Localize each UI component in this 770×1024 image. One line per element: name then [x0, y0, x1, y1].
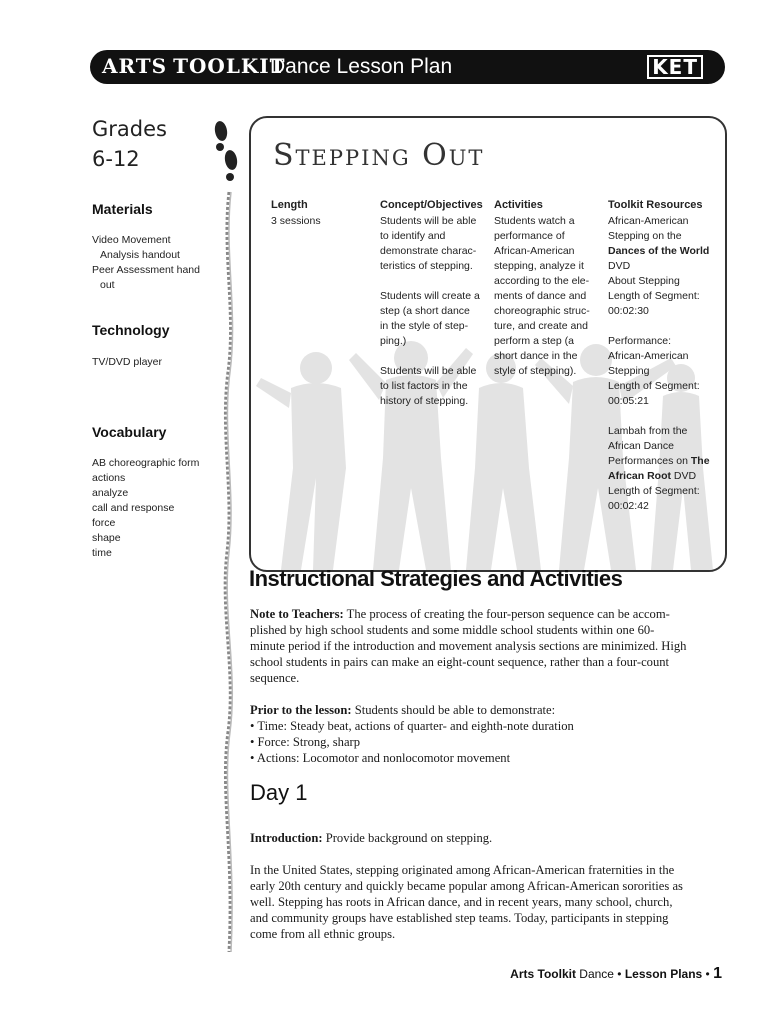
- text-line: African-American: [608, 350, 689, 362]
- list-item: time: [92, 547, 112, 559]
- dvd-title: The: [690, 455, 710, 467]
- prior-to-lesson: [250, 702, 722, 766]
- text-line: About Stepping: [608, 275, 680, 287]
- text-fragment: DVD: [673, 470, 697, 482]
- arts-toolkit-logo: [102, 54, 286, 78]
- text-line: [608, 454, 720, 469]
- lesson-title: Stepping Out: [273, 138, 485, 173]
- text-line: early 20th century and quickly became popular among African-American sororities as: [250, 879, 683, 893]
- grades-value: 6-12: [92, 147, 140, 171]
- text-line: short dance in the: [494, 350, 578, 362]
- text-fragment: Provide background on stepping.: [322, 831, 493, 845]
- text-line: In the United States, stepping originated among African-American fraternities in the: [250, 863, 675, 877]
- footer-section: Lesson Plans: [624, 967, 703, 981]
- list-item: Peer Assessment hand: [92, 264, 200, 276]
- resources-heading: Toolkit Resources: [608, 199, 703, 211]
- text-line: ture, and create and: [494, 320, 588, 332]
- header-title: Dance Lesson Plan: [270, 55, 453, 78]
- vocabulary-heading: Vocabulary: [92, 424, 167, 440]
- text-line: [250, 606, 722, 622]
- segment-length: 00:05:21: [608, 395, 649, 407]
- page-footer: [510, 965, 722, 983]
- list-item: shape: [92, 532, 121, 544]
- list-item: Video Movement: [92, 234, 171, 246]
- text-line: plished by high school students and some middle school students within one 60-: [250, 623, 655, 637]
- text-line: Stepping: [608, 365, 650, 377]
- text-line: sequence.: [250, 671, 300, 685]
- dvd-title: Dances of the World: [608, 245, 710, 257]
- brand-word-toolkit: TOOLKIT: [173, 54, 286, 78]
- text-line: [608, 469, 720, 484]
- length-value: 3 sessions: [271, 215, 321, 227]
- text-line: [250, 702, 722, 718]
- text-line: stepping, analyze it: [494, 260, 584, 272]
- text-fragment: Students should be able to demonstrate:: [351, 703, 556, 717]
- text-line: Length of Segment:: [608, 290, 700, 302]
- header-bar: [90, 50, 725, 84]
- brand-word-arts: ARTS: [102, 54, 168, 78]
- footer-brand: Arts Toolkit: [510, 967, 576, 981]
- dvd-title: African Root: [608, 470, 671, 482]
- segment-length: 00:02:30: [608, 305, 649, 317]
- list-item: Analysis handout: [100, 249, 180, 261]
- list-item: call and response: [92, 502, 175, 514]
- list-item: TV/DVD player: [92, 356, 163, 368]
- rope-divider: [214, 112, 244, 952]
- objective-paragraph: [380, 214, 488, 274]
- text-line: step (a short dance: [380, 305, 470, 317]
- text-line: and community groups have established step teams. Today, participants in stepping: [250, 911, 669, 925]
- intro-label: Introduction:: [250, 831, 323, 845]
- text-line: ments of dance and: [494, 290, 587, 302]
- list-item: force: [92, 517, 116, 529]
- grades-label: Grades: [92, 117, 167, 141]
- introduction: [250, 830, 722, 846]
- objective-paragraph: [380, 289, 488, 349]
- vocabulary-list: [92, 456, 212, 561]
- list-item: • Force: Strong, sharp: [250, 735, 361, 749]
- length-heading: Length: [271, 199, 308, 211]
- text-line: ping.): [380, 335, 407, 347]
- text-line: demonstrate charac-: [380, 245, 477, 257]
- text-line: to list factors in the: [380, 380, 468, 392]
- materials-heading: Materials: [92, 201, 153, 217]
- objectives-column: [380, 198, 488, 424]
- text-line: performance of: [494, 230, 565, 242]
- technology-heading: Technology: [92, 322, 170, 338]
- text-line: history of stepping.: [380, 395, 469, 407]
- list-item: analyze: [92, 487, 129, 499]
- list-item: • Time: Steady beat, actions of quarter- and eighth-note duration: [250, 719, 574, 733]
- text-line: Students will be able: [380, 365, 477, 377]
- prior-label: Prior to the lesson:: [250, 703, 352, 717]
- text-line: perform a step (a: [494, 335, 574, 347]
- text-line: Stepping on the: [608, 230, 682, 242]
- day-heading: Day 1: [250, 780, 308, 805]
- stepping-history-paragraph: [250, 862, 722, 942]
- text-line: African-American: [494, 245, 575, 257]
- objectives-heading: Concept/Objectives: [380, 199, 483, 211]
- grades-block: [92, 114, 167, 174]
- activities-column: [494, 198, 602, 379]
- materials-list: [92, 233, 212, 293]
- ket-logo: KET: [647, 55, 703, 79]
- text-line: Students watch a: [494, 215, 575, 227]
- text-line: Performance:: [608, 335, 672, 347]
- lesson-summary-box: [249, 116, 727, 572]
- text-line: come from all ethnic groups.: [250, 927, 396, 941]
- text-line: choreographic struc-: [494, 305, 590, 317]
- text-line: Length of Segment:: [608, 380, 700, 392]
- list-item: out: [100, 279, 115, 291]
- note-label: Note to Teachers:: [250, 607, 344, 621]
- text-line: Students will create a: [380, 290, 480, 302]
- text-line: style of stepping).: [494, 365, 577, 377]
- page-number: 1: [713, 965, 722, 982]
- text-line: in the style of step-: [380, 320, 469, 332]
- text-line: Students will be able: [380, 215, 477, 227]
- list-item: actions: [92, 472, 126, 484]
- resource-entry: [608, 424, 720, 514]
- footer-text: Dance •: [575, 967, 625, 981]
- resources-column: [608, 198, 720, 529]
- text-fragment: Performances on: [608, 455, 688, 467]
- note-to-teachers: [250, 606, 722, 686]
- text-line: according to the ele-: [494, 275, 590, 287]
- text-line: Length of Segment:: [608, 485, 700, 497]
- text-line: teristics of stepping.: [380, 260, 473, 272]
- text-line: minute period if the introduction and movement analysis sections are minimized. High: [250, 639, 687, 653]
- text-line: to identify and: [380, 230, 446, 242]
- text-line: African-American: [608, 215, 689, 227]
- text-line: well. Stepping has roots in African dance, and in recent years, many school, church,: [250, 895, 673, 909]
- footer-separator: •: [702, 967, 714, 981]
- length-column: [271, 198, 371, 229]
- activities-heading: Activities: [494, 199, 543, 211]
- resource-entry: [608, 214, 720, 319]
- text-line: school students in pairs can make an eight-count sequence, rather than a four-count: [250, 655, 670, 669]
- text-line: Lambah from the: [608, 425, 688, 437]
- text-line: DVD: [608, 260, 631, 272]
- technology-list: [92, 355, 212, 370]
- section-heading: Instructional Strategies and Activities: [249, 566, 623, 591]
- list-item: • Actions: Locomotor and nonlocomotor movement: [250, 751, 511, 765]
- text-line: African Dance: [608, 440, 674, 452]
- text-line: [250, 830, 722, 846]
- segment-length: 00:02:42: [608, 500, 649, 512]
- text-fragment: The process of creating the four-person sequence can be accom-: [343, 607, 670, 621]
- list-item: AB choreographic form: [92, 457, 200, 469]
- resource-entry: [608, 334, 720, 409]
- objective-paragraph: [380, 364, 488, 409]
